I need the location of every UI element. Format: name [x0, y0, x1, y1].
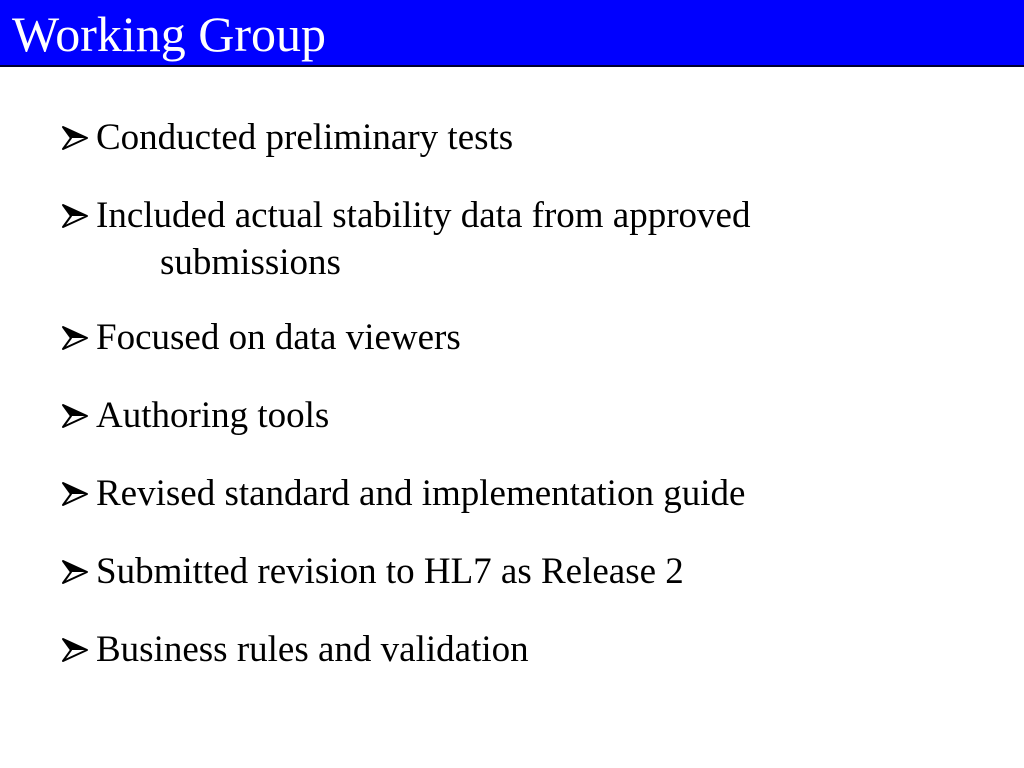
arrowhead-bullet-icon: [60, 201, 90, 231]
bullet-continuation-text: submissions: [160, 242, 341, 283]
bullet-text: Business rules and validation: [96, 629, 529, 670]
bullet-text: Revised standard and implementation guide: [96, 473, 746, 514]
arrowhead-bullet-icon: [60, 557, 90, 587]
bullet-text: Authoring tools: [96, 395, 330, 436]
bullet-list: [60, 114, 1000, 704]
bullet-item: [60, 470, 1000, 518]
title-bar: [0, 0, 1024, 67]
bullet-item: [60, 548, 1000, 596]
bullet-text: Focused on data viewers: [96, 317, 461, 358]
arrowhead-bullet-icon: [60, 635, 90, 665]
arrowhead-bullet-icon: [60, 479, 90, 509]
bullet-text: Conducted preliminary tests: [96, 117, 514, 158]
bullet-text: Included actual stability data from approved: [96, 195, 751, 236]
arrowhead-bullet-icon: [60, 401, 90, 431]
bullet-item: [60, 192, 1000, 286]
arrowhead-bullet-icon: [60, 323, 90, 353]
bullet-item: [60, 314, 1000, 362]
bullet-item: [60, 114, 1000, 162]
slide-title: Working Group: [12, 6, 326, 62]
bullet-text: Submitted revision to HL7 as Release 2: [96, 551, 684, 592]
bullet-item: [60, 626, 1000, 674]
bullet-item: [60, 392, 1000, 440]
arrowhead-bullet-icon: [60, 123, 90, 153]
